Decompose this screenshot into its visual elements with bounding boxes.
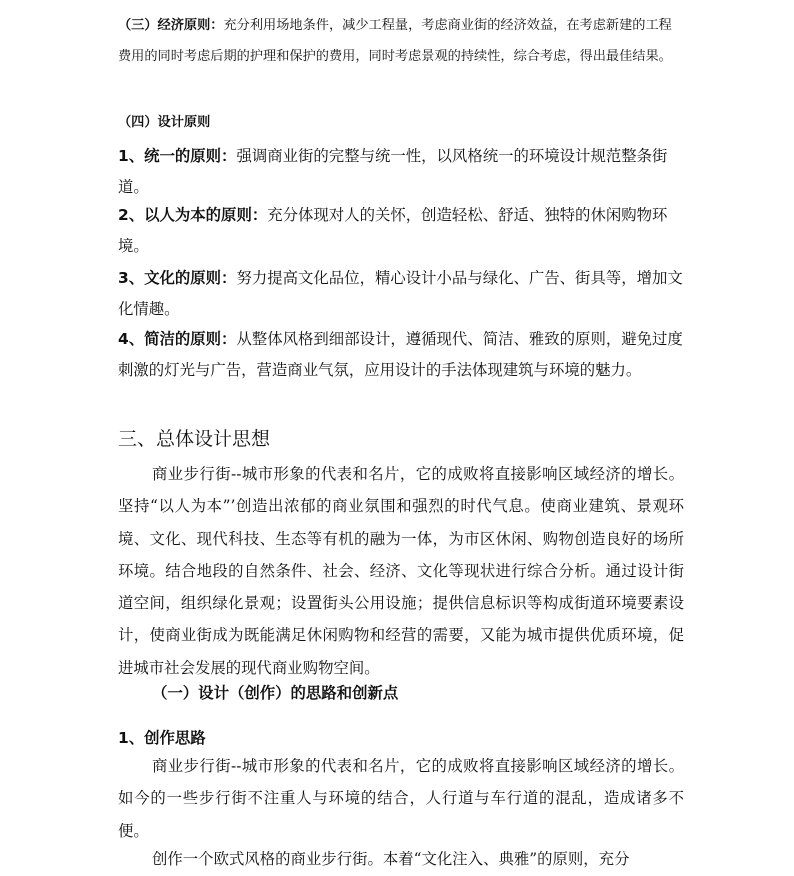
principle-item-unity xyxy=(118,141,684,203)
principle-item-people xyxy=(118,200,684,262)
economic-principle-label: （三）经济原则： xyxy=(118,18,224,33)
principle-people-label: 2、以人为本的原则： xyxy=(118,206,268,224)
creation-ideas-heading: 1、创作思路 xyxy=(118,729,206,747)
creation-ideas-paragraph-1: 商业步行街--城市形象的代表和名片，它的成败将直接影响区域经济的增长。如今的一些步行街不注重人与环境的结合，人行道与车行道的混乱，造成诸多不便。 xyxy=(118,757,684,840)
principle-people-text: 充分体现对人的关怀，创造轻松、舒适、独特的休闲购物环境。 xyxy=(118,206,668,255)
principle-item-culture xyxy=(118,263,684,325)
principle-culture-text: 努力提高文化品位，精心设计小品与绿化、广告、街具等，增加文化情趣。 xyxy=(118,269,683,318)
principle-culture-label: 3、文化的原则： xyxy=(118,269,237,287)
principle-unity-label: 1、统一的原则： xyxy=(118,147,237,165)
section-3-paragraph: 商业步行街--城市形象的代表和名片，它的成败将直接影响区域经济的增长。坚持“以人为本”’创造出浓郁的商业氛围和强烈的时代气息。使商业建筑、景观环境、文化、现代科技、生态等有机的融为一体，为市区休闲、购物创造良好的场所环境。结合地段的自然条件、社会、经济、文化等现状进行综合分析。通过设计街道空间，组织绿化景观；设置街头公用设施；提供信息标识等构成街道环境要素设计，使商业街成为既能满足休闲购物和经营的需要，又能为城市提供优质环境，促进城市社会发展的现代商业购物空间。 xyxy=(118,465,684,677)
principle-unity-text: 强调商业街的完整与统一性，以风格统一的环境设计规范整条街道。 xyxy=(118,147,668,196)
principle-simplicity-label: 4、简洁的原则： xyxy=(118,330,237,348)
subsection-1-heading: （一）设计（创作）的思路和创新点 xyxy=(152,684,399,702)
design-principles-heading: （四）设计原则 xyxy=(118,115,211,130)
economic-principle-paragraph xyxy=(118,10,684,72)
principle-simplicity-text: 从整体风格到细部设计，遵循现代、简洁、雅致的原则，避免过度刺激的灯光与广告，营造商业气氛，应用设计的手法体现建筑与环境的魅力。 xyxy=(118,330,683,379)
principle-item-simplicity xyxy=(118,324,684,386)
economic-principle-text: 充分利用场地条件，减少工程量，考虑商业街的经济效益，在考虑新建的工程费用的同时考虑后期的护理和保护的费用，同时考虑景观的持续性，综合考虑，得出最佳结果。 xyxy=(118,18,672,64)
section-3-heading: 三、总体设计思想 xyxy=(118,428,271,450)
creation-ideas-paragraph-2: 创作一个欧式风格的商业步行街。本着“文化注入、典雅”的原则，充分 xyxy=(152,850,630,868)
